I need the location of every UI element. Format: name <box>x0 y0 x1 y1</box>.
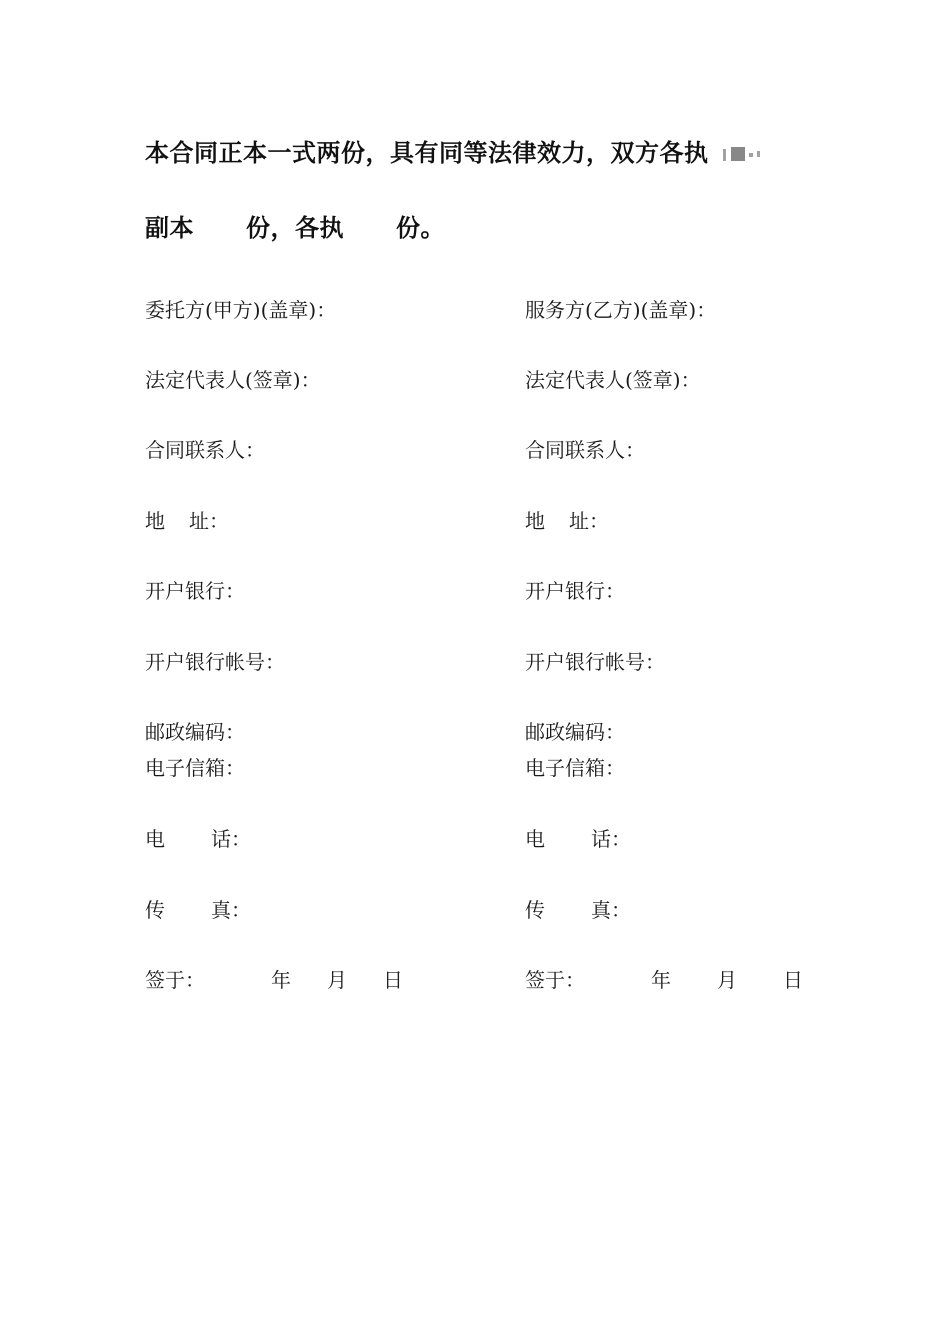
party-b-bank: 开户银行： <box>525 579 625 603</box>
intro-text-2c: 份。 <box>396 213 445 242</box>
party-a-email: 电子信箱： <box>145 756 245 780</box>
party-a-contact: 合同联系人： <box>145 438 265 462</box>
party-a-bank: 开户银行： <box>145 579 245 603</box>
party-b-contact: 合同联系人： <box>525 438 645 462</box>
party-a-signed-date: 签于： 年 月 日 <box>145 968 403 992</box>
intro-line-1 <box>145 133 763 168</box>
party-a-account: 开户银行帐号： <box>145 650 285 674</box>
party-a-address: 地 址： <box>145 509 229 533</box>
intro-line-2 <box>145 208 445 243</box>
party-a-fax: 传 真： <box>145 898 251 922</box>
party-b-address: 地 址： <box>525 509 609 533</box>
party-a-representative: 法定代表人(签章)： <box>145 368 321 392</box>
intro-text-2b: 份，各执 <box>246 213 344 242</box>
party-b-title: 服务方(乙方)(盖章)： <box>525 298 717 322</box>
party-b-fax: 传 真： <box>525 898 631 922</box>
party-a-postal: 邮政编码： <box>145 720 245 744</box>
party-b-signed-date: 签于： 年 月 日 <box>525 968 803 992</box>
party-b-email: 电子信箱： <box>525 756 625 780</box>
intro-text-1: 本合同正本一式两份，具有同等法律效力，双方各执 <box>145 138 709 167</box>
party-b-representative: 法定代表人(签章)： <box>525 368 701 392</box>
party-b-phone: 电 话： <box>525 827 631 851</box>
party-a-phone: 电 话： <box>145 827 251 851</box>
ink-smudge <box>723 145 763 165</box>
party-b-account: 开户银行帐号： <box>525 650 665 674</box>
intro-text-2a: 副本 <box>145 213 194 242</box>
party-b-postal: 邮政编码： <box>525 720 625 744</box>
party-a-title: 委托方(甲方)(盖章)： <box>145 298 337 322</box>
